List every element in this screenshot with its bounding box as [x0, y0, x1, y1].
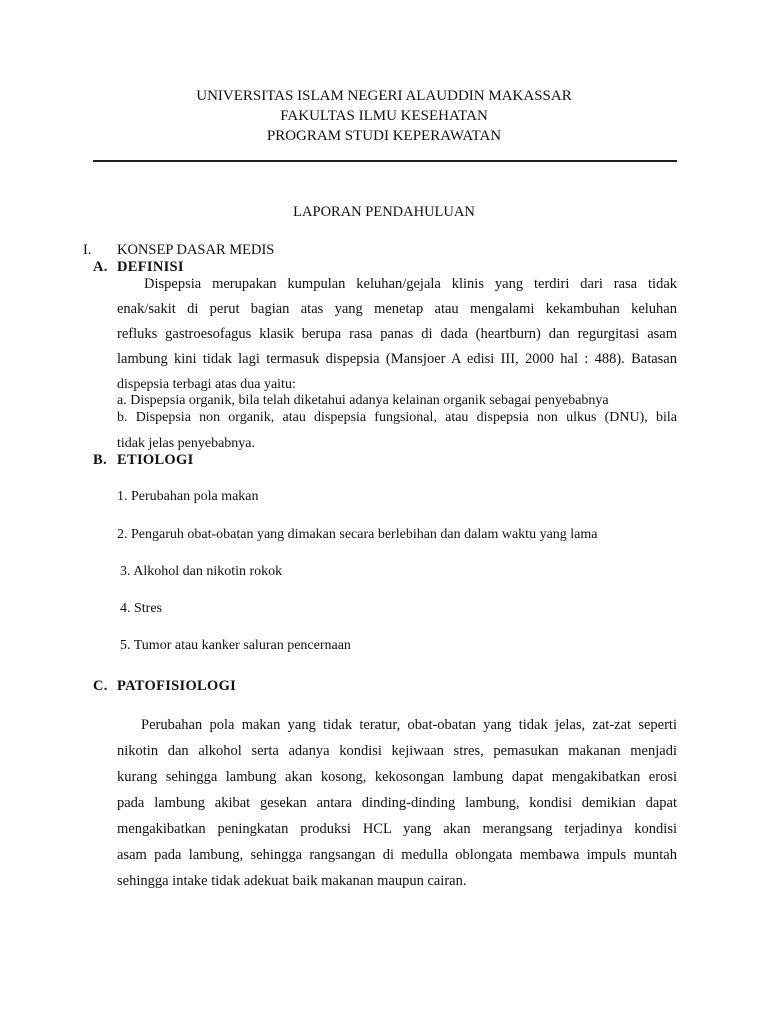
section-numeral: I. — [83, 242, 92, 258]
definisi-line-4: lambung kini tidak lagi termasuk dispepsia (Mansjoer A edisi III, 2000 hal : 488). Batasan — [117, 351, 677, 367]
university-name: UNIVERSITAS ISLAM NEGERI ALAUDDIN MAKASSAR — [196, 88, 572, 104]
definisi-line-3: refluks gastroesofagus klasik berupa rasa panas di dada (heartburn) dan regurgitasi asam — [117, 326, 677, 342]
document-title: LAPORAN PENDAHULUAN — [293, 204, 475, 220]
subsection-a-letter: A. — [93, 259, 108, 275]
section-title: KONSEP DASAR MEDIS — [117, 242, 275, 258]
etiologi-item-3: 3. Alkohol dan nikotin rokok — [120, 564, 283, 579]
definisi-list-b-line-2: tidak jelas penyebabnya. — [117, 436, 256, 451]
etiologi-item-5: 5. Tumor atau kanker saluran pencernaan — [120, 638, 351, 653]
etiologi-item-4: 4. Stres — [120, 601, 162, 616]
patofisiologi-line-3: kurang sehingga lambung akan kosong, kekosongan lambung dapat mengakibatkan erosi — [117, 769, 677, 785]
definisi-list-a: a. Dispepsia organik, bila telah diketahui adanya kelainan organik sebagai penyebabnya — [117, 393, 609, 408]
etiologi-item-2: 2. Pengaruh obat-obatan yang dimakan secara berlebihan dan dalam waktu yang lama — [117, 527, 598, 542]
header-divider — [93, 160, 677, 162]
patofisiologi-line-7: sehingga intake tidak adekuat baik makanan maupun cairan. — [117, 873, 467, 889]
patofisiologi-line-1: Perubahan pola makan yang tidak teratur, obat-obatan yang tidak jelas, zat-zat seperti — [141, 717, 677, 733]
subsection-b-title: ETIOLOGI — [117, 452, 194, 468]
subsection-b-letter: B. — [93, 452, 107, 468]
patofisiologi-line-5: mengakibatkan peningkatan produksi HCL yang akan merangsang terjadinya kondisi — [117, 821, 677, 837]
etiologi-item-1: 1. Perubahan pola makan — [117, 489, 259, 504]
definisi-line-1: Dispepsia merupakan kumpulan keluhan/gejala klinis yang terdiri dari rasa tidak — [144, 276, 677, 292]
subsection-a-title: DEFINISI — [117, 259, 184, 275]
definisi-line-5: dispepsia terbagi atas dua yaitu: — [117, 377, 296, 392]
subsection-c-title: PATOFISIOLOGI — [117, 678, 237, 694]
patofisiologi-line-4: pada lambung akibat gesekan antara dinding-dinding lambung, kondisi demikian dapat — [117, 795, 677, 811]
patofisiologi-line-6: asam pada lambung, sehingga rangsangan di medulla oblongata membawa impuls muntah — [117, 847, 677, 863]
faculty-name: FAKULTAS ILMU KESEHATAN — [280, 108, 488, 124]
program-name: PROGRAM STUDI KEPERAWATAN — [266, 128, 502, 144]
definisi-line-2: enak/sakit di perut bagian atas yang menetap atau mengalami kekambuhan keluhan — [117, 301, 677, 317]
patofisiologi-line-2: nikotin dan alkohol serta adanya kondisi kejiwaan stres, pemasukan makanan menjadi — [117, 743, 677, 759]
subsection-c-letter: C. — [93, 678, 108, 694]
definisi-list-b-line-1: b. Dispepsia non organik, atau dispepsia fungsional, atau dispepsia non ulkus (DNU), bila — [117, 410, 677, 425]
